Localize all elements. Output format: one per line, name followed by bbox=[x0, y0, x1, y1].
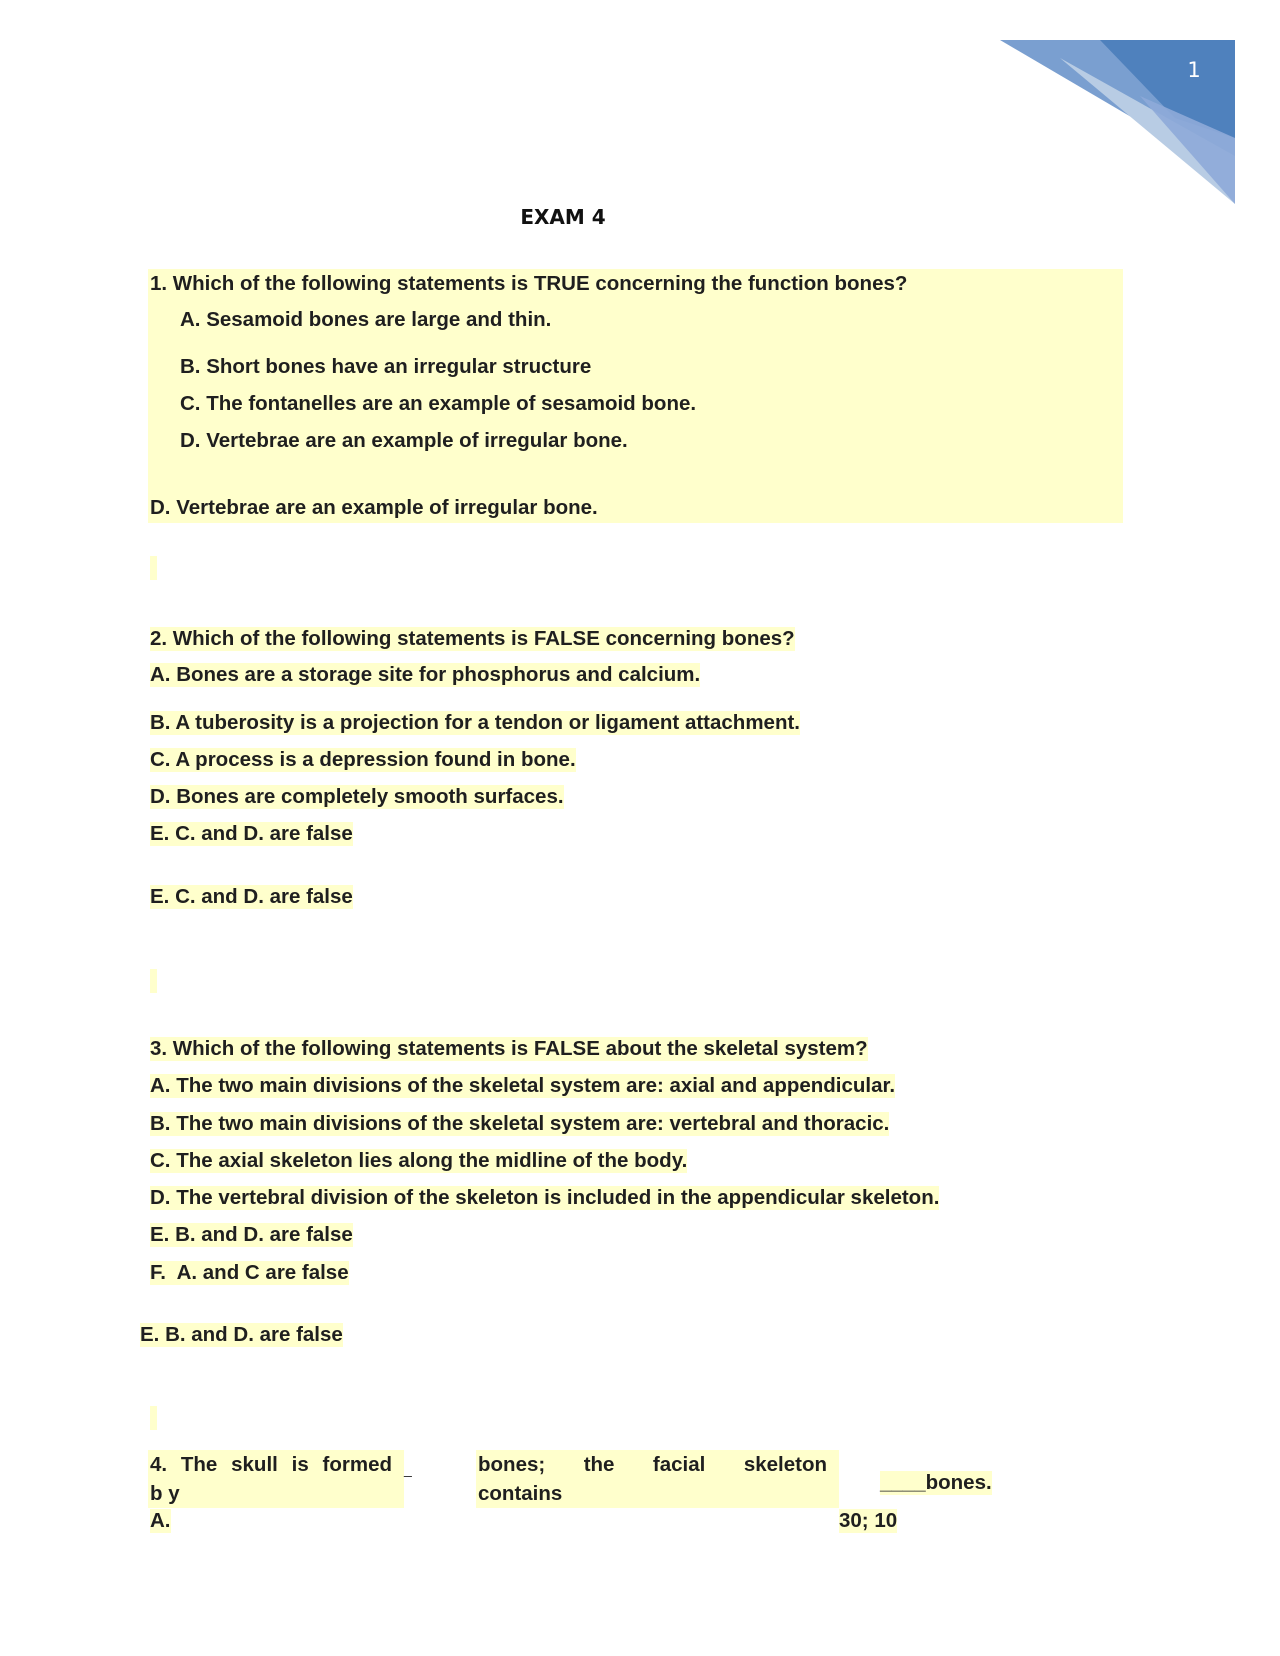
q1-option-d: D. Vertebrae are an example of irregular bone. bbox=[180, 429, 628, 452]
q3-option-a: A. The two main divisions of the skeletal system are: axial and appendicular. bbox=[150, 1074, 896, 1097]
q4-option-a-label: A. bbox=[150, 1509, 171, 1532]
q3-question: 3. Which of the following statements is FALSE about the skeletal system? bbox=[150, 1037, 868, 1060]
q4-part1-line2: b y bbox=[150, 1482, 180, 1505]
page-number: 1 bbox=[1187, 58, 1201, 82]
empty-highlight-marker bbox=[150, 1406, 157, 1430]
empty-highlight-marker bbox=[150, 556, 157, 580]
empty-highlight-marker bbox=[150, 969, 157, 993]
q4-part2-line2: contains bbox=[478, 1482, 563, 1505]
q4-word: skull bbox=[231, 1453, 278, 1476]
q4-word: bones; bbox=[478, 1453, 546, 1476]
q1-answer: D. Vertebrae are an example of irregular bone. bbox=[150, 496, 598, 519]
q3-option-d: D. The vertebral division of the skeleton is included in the appendicular skeleton. bbox=[150, 1186, 940, 1209]
q1-option-a: A. Sesamoid bones are large and thin. bbox=[180, 308, 552, 331]
q4-part1 bbox=[150, 1453, 392, 1477]
q1-option-b: B. Short bones have an irregular structure bbox=[180, 355, 592, 378]
q3-option-e: E. B. and D. are false bbox=[150, 1223, 353, 1246]
q4-word: is bbox=[291, 1453, 309, 1476]
q4-word: 4. bbox=[150, 1453, 168, 1476]
q3-answer: E. B. and D. are false bbox=[140, 1323, 343, 1346]
q4-word: facial bbox=[652, 1453, 706, 1476]
q4-blank-1: _ bbox=[404, 1461, 412, 1477]
q4-blank-2: ____bones. bbox=[880, 1471, 992, 1494]
exam-title: EXAM 4 bbox=[520, 205, 606, 229]
q2-option-c: C. A process is a depression found in bone. bbox=[150, 748, 576, 771]
q2-option-e: E. C. and D. are false bbox=[150, 822, 353, 845]
q3-option-b: B. The two main divisions of the skeletal system are: vertebral and thoracic. bbox=[150, 1112, 890, 1135]
q2-option-b: B. A tuberosity is a projection for a tendon or ligament attachment. bbox=[150, 711, 801, 734]
q4-part2 bbox=[478, 1453, 827, 1477]
q4-word: The bbox=[180, 1453, 218, 1476]
q1-question: 1. Which of the following statements is TRUE concerning the function bones? bbox=[150, 272, 908, 295]
q3-option-c: C. The axial skeleton lies along the midline of the body. bbox=[150, 1149, 688, 1172]
q4-word: skeleton bbox=[743, 1453, 827, 1476]
q1-option-c: C. The fontanelles are an example of sesamoid bone. bbox=[180, 392, 697, 415]
q2-option-a: A. Bones are a storage site for phosphorus and calcium. bbox=[150, 663, 701, 686]
q3-option-f: F. A. and C are false bbox=[150, 1261, 349, 1284]
q4-word: formed bbox=[322, 1453, 392, 1476]
q2-answer: E. C. and D. are false bbox=[150, 885, 353, 908]
q4-word: the bbox=[583, 1453, 615, 1476]
q2-question: 2. Which of the following statements is FALSE concerning bones? bbox=[150, 627, 795, 650]
q4-option-a-value: 30; 10 bbox=[839, 1509, 898, 1532]
q2-option-d: D. Bones are completely smooth surfaces. bbox=[150, 785, 564, 808]
